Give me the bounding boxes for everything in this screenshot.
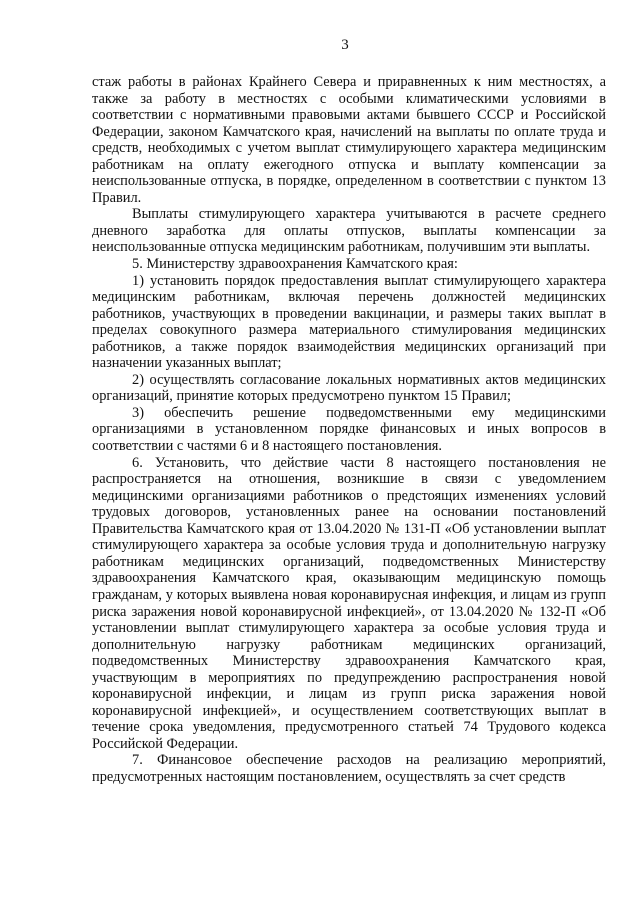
- paragraph-item-5: 5. Министерству здравоохранения Камчатского края:: [132, 256, 458, 273]
- paragraph-subitem-2: 2) осуществлять согласование локальных нормативных актов медицинских организаций, принятие которых предусмотрено пунктом 15 Правил;: [92, 371, 606, 405]
- paragraph-item-7: 7. Финансовое обеспечение расходов на реализацию мероприятий, предусмотренных настоящим постановлением, осуществлять за счет средств: [92, 752, 606, 785]
- paragraph-continuation: стаж работы в районах Крайнего Севера и приравненных к ним местностях, а также за работу в местностях с особыми климатическими условиями в соответствии с нормативными правовыми актами бывшего СССР и Российской Федерации, законом Камчатского края, начислений на выплаты по оплате труда и средств, необходимых с учетом выплат стимулирующего характера медицинским работникам на оплату ежегодного отпуска и выплату компенсации за неиспользованные отпуска, в порядке, определенном в соответствии с пунктом 13 Правил.: [92, 74, 606, 206]
- paragraph-item-6: 6. Установить, что действие части 8 настоящего постановления не распространяется на отношения, возникшие в связи с уведомлением медицинскими организациями работников о предстоящих изменениях условий трудовых договоров, установленных ранее на основании постановлений Правительства Камчатского края от 13.04.2020 № 131-П «Об установлении выплат стимулирующего характера за особые условия труда и дополнительную нагрузку работникам медицинских организаций, подведомственных Министерству здравоохранения Камчатского края, оказывающим медицинскую помощь гражданам, у которых выявлена новая коронавирусная инфекция, и лицам из групп риска заражения новой коронавирусной инфекцией», от 13.04.2020 № 132-П «Об установлении выплат стимулирующего характера за особые условия труда и дополнительную нагрузку работникам медицинских организаций, подведомственных Министерству здравоохранения Камчатского края, участвующим в мероприятиях по предупреждению распространения новой коронавирусной инфекции, и лицам из групп риска заражения новой коронавирусной инфекцией», и осуществлением соответствующих выплат в течение срока уведомления, предусмотренного статьей 74 Трудового кодекса Российской Федерации.: [92, 454, 606, 752]
- page-number: 3: [341, 37, 349, 53]
- paragraph-stimulus-payments: Выплаты стимулирующего характера учитываются в расчете среднего дневного заработка для оплаты отпусков, выплаты компенсации за неиспользованные отпуска медицинским работникам, получившим эти выплаты.: [92, 206, 606, 256]
- paragraph-subitem-3: 3) обеспечить решение подведомственными ему медицинскими организациями в установленном порядке финансовых и иных вопросов в соответствии с частями 6 и 8 настоящего постановления.: [92, 404, 606, 455]
- paragraph-subitem-1: 1) установить порядок предоставления выплат стимулирующего характера медицинским работникам, включая перечень должностей медицинских работников, участвующих в проведении вакцинации, и размеры таких выплат в пределах совокупного размера материального стимулирования медицинских работников, а также порядок взаимодействия медицинских организаций при назначении указанных выплат;: [92, 272, 606, 372]
